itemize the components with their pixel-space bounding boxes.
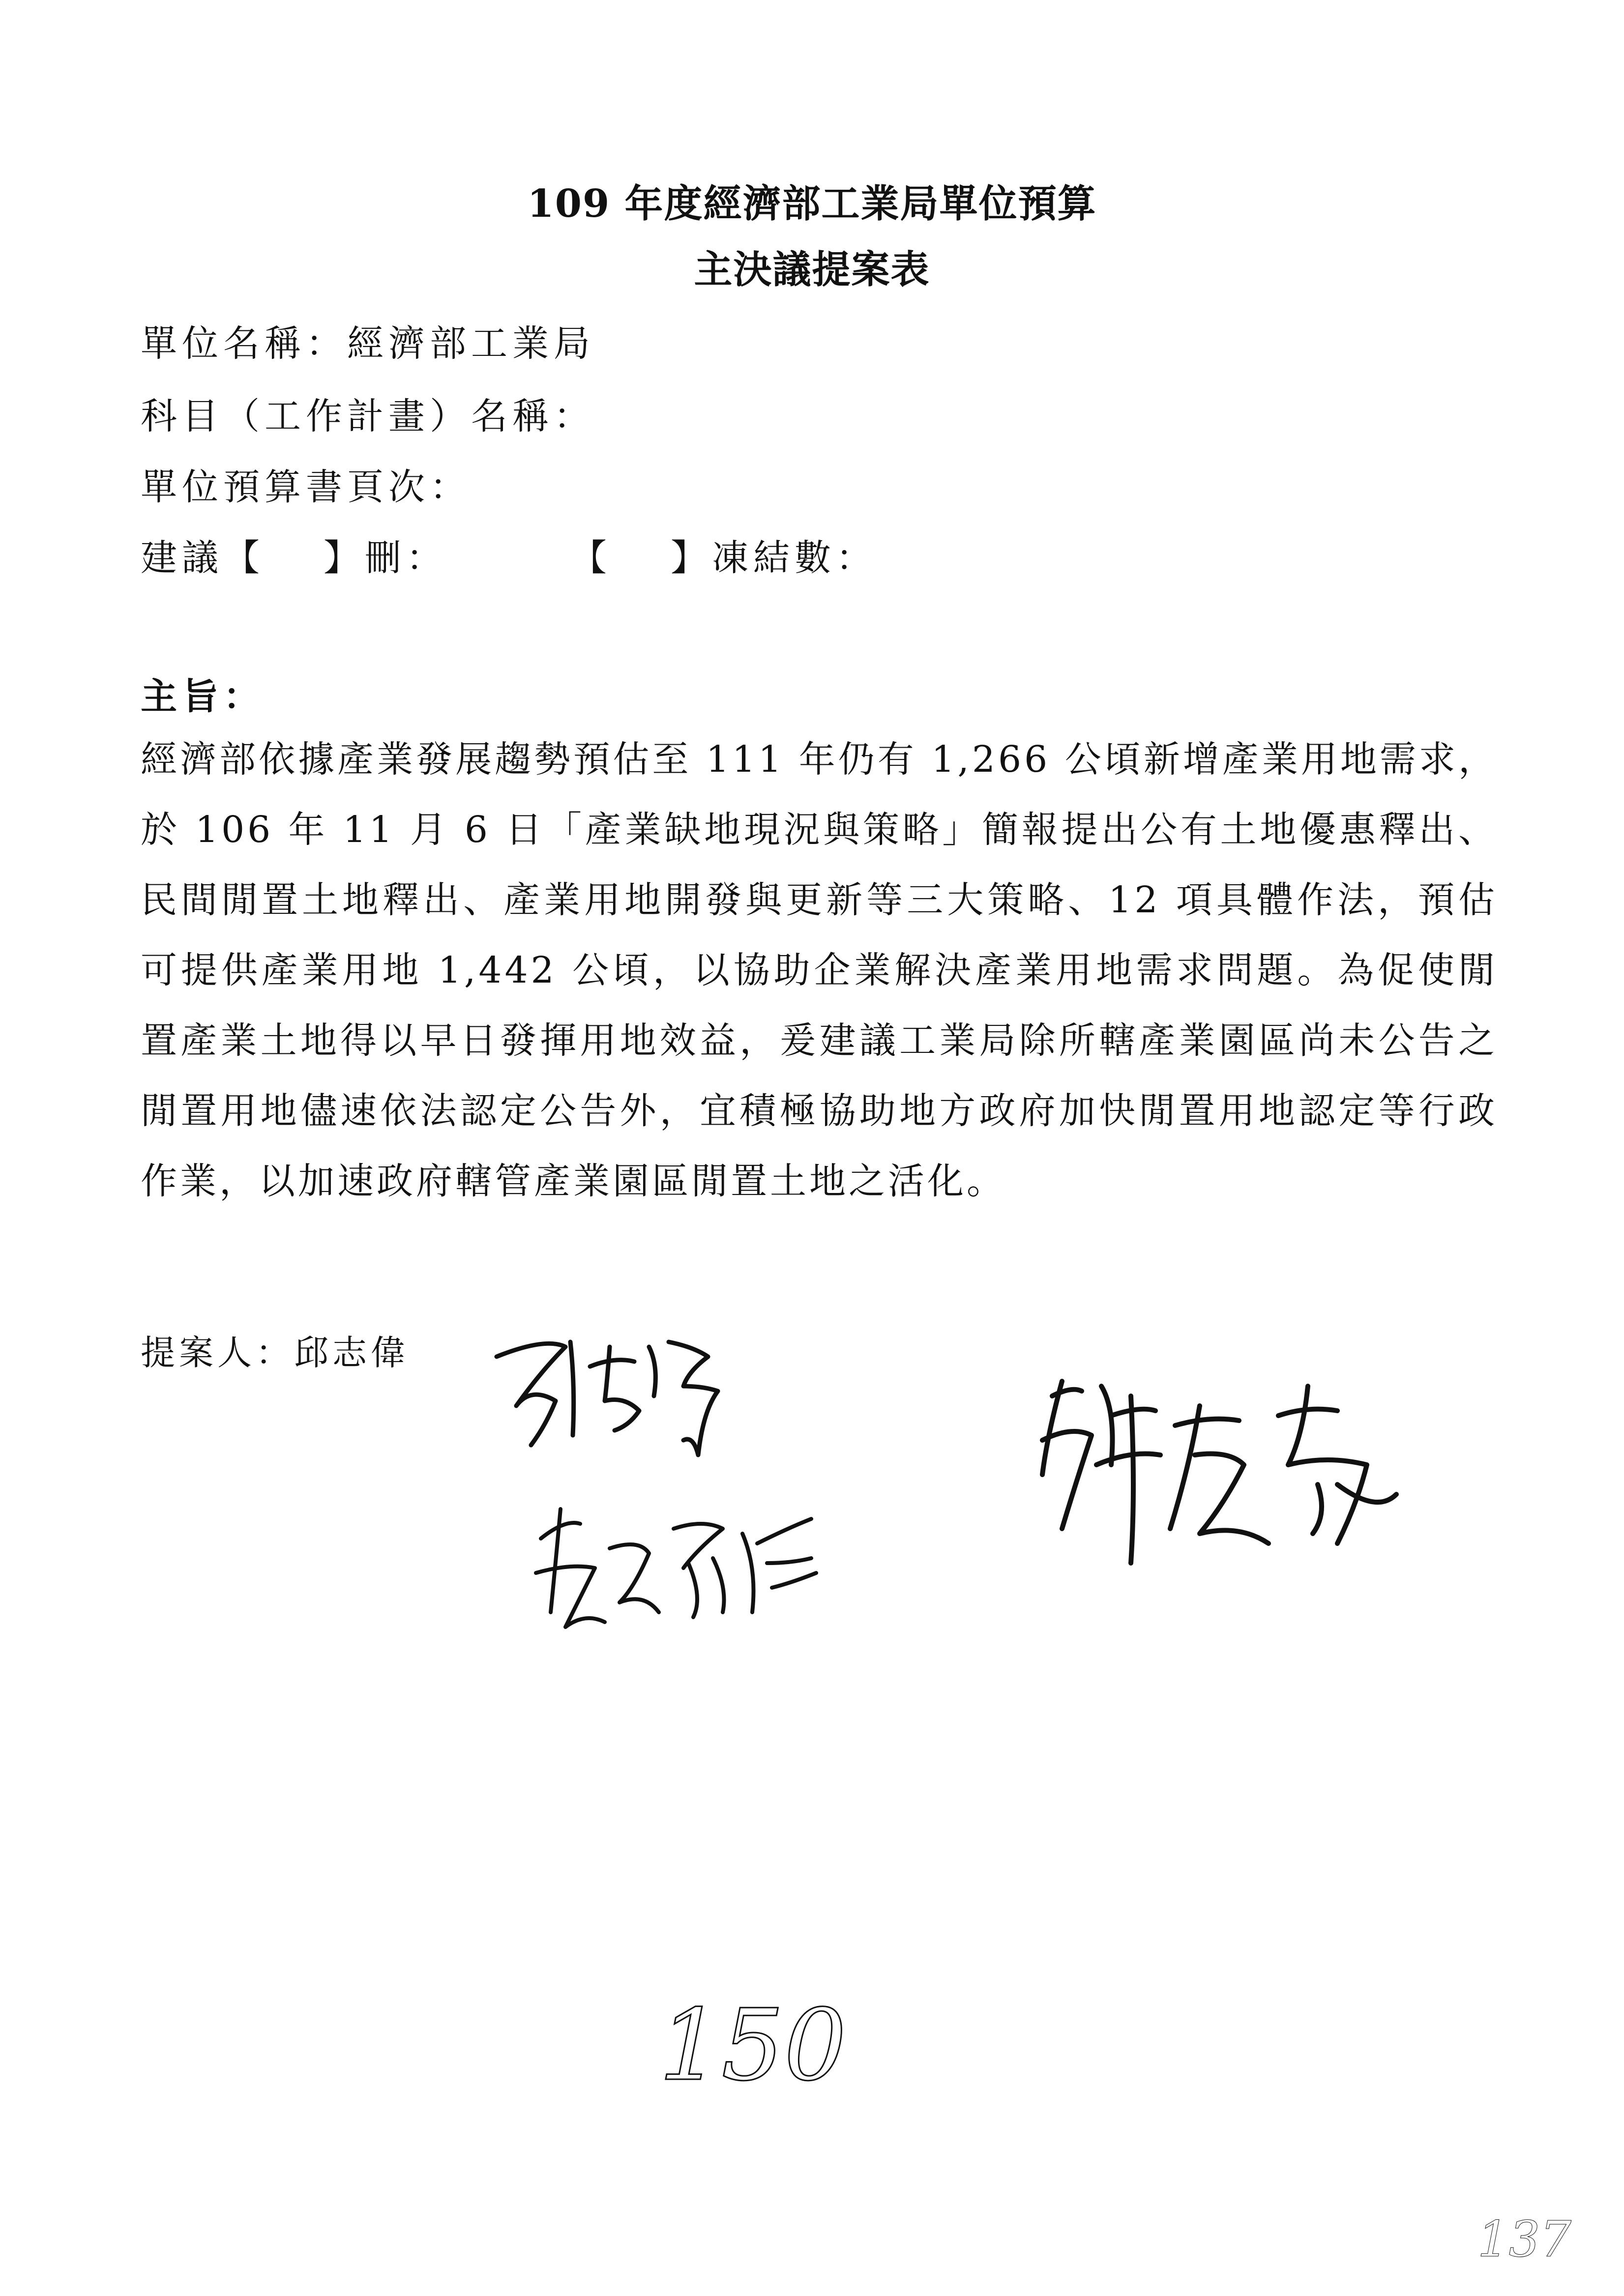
handwritten-page-number xyxy=(1475,2202,1571,2271)
document-title: 109 年度經濟部工業局單位預算 xyxy=(527,181,1097,226)
signature-2 xyxy=(526,1489,831,1647)
suggest-prefix: 建議【 xyxy=(141,537,265,579)
subject-heading: 主旨： xyxy=(141,675,265,718)
handwritten-sheet-number xyxy=(654,1986,890,2103)
signature-3 xyxy=(1033,1366,1416,1593)
page-number-text: 137 xyxy=(1477,2210,1571,2268)
document-subtitle: 主決議提案表 xyxy=(694,247,930,292)
subject-name-field: 科目（工作計畫）名稱： xyxy=(141,395,595,437)
suggest-freeze-label: 】凍結數： xyxy=(671,537,877,579)
signature-1 xyxy=(487,1327,742,1475)
suggestion-field xyxy=(141,529,877,581)
sheet-number-text: 150 xyxy=(659,1988,847,2103)
subject-body: 經濟部依據產業發展趨勢預估至 111 年仍有 1,266 公頃新增產業用地需求，於 106 年 11 月 6 日「產業缺地現況與策略」簡報提出公有土地優惠釋出、民間閒置土地釋出、產業用地開發與更新等三大策略、12 項具體作法，預估可提供產業用地 1,442 公頃，以協助企業解決產業用地需求問題。為促使閒置產業土地得以早日發揮用地效益，爰建議工業局除所轄產業園區尚未公告之閒置用地儘速依法認定公告外，宜積極協助地方政府加快閒置用地認定等行政作業，以加速政府轄管產業園區閒置土地之活化。 xyxy=(141,738,1498,1202)
proposer-label: 提案人：邱志偉 xyxy=(141,1333,409,1373)
unit-name-field: 單位名稱：經濟部工業局 xyxy=(141,322,595,365)
suggest-delete-label: 】刪： xyxy=(324,537,447,579)
budget-page-field: 單位預算書頁次： xyxy=(141,466,471,508)
suggest-freeze-open: 【 xyxy=(570,537,612,579)
